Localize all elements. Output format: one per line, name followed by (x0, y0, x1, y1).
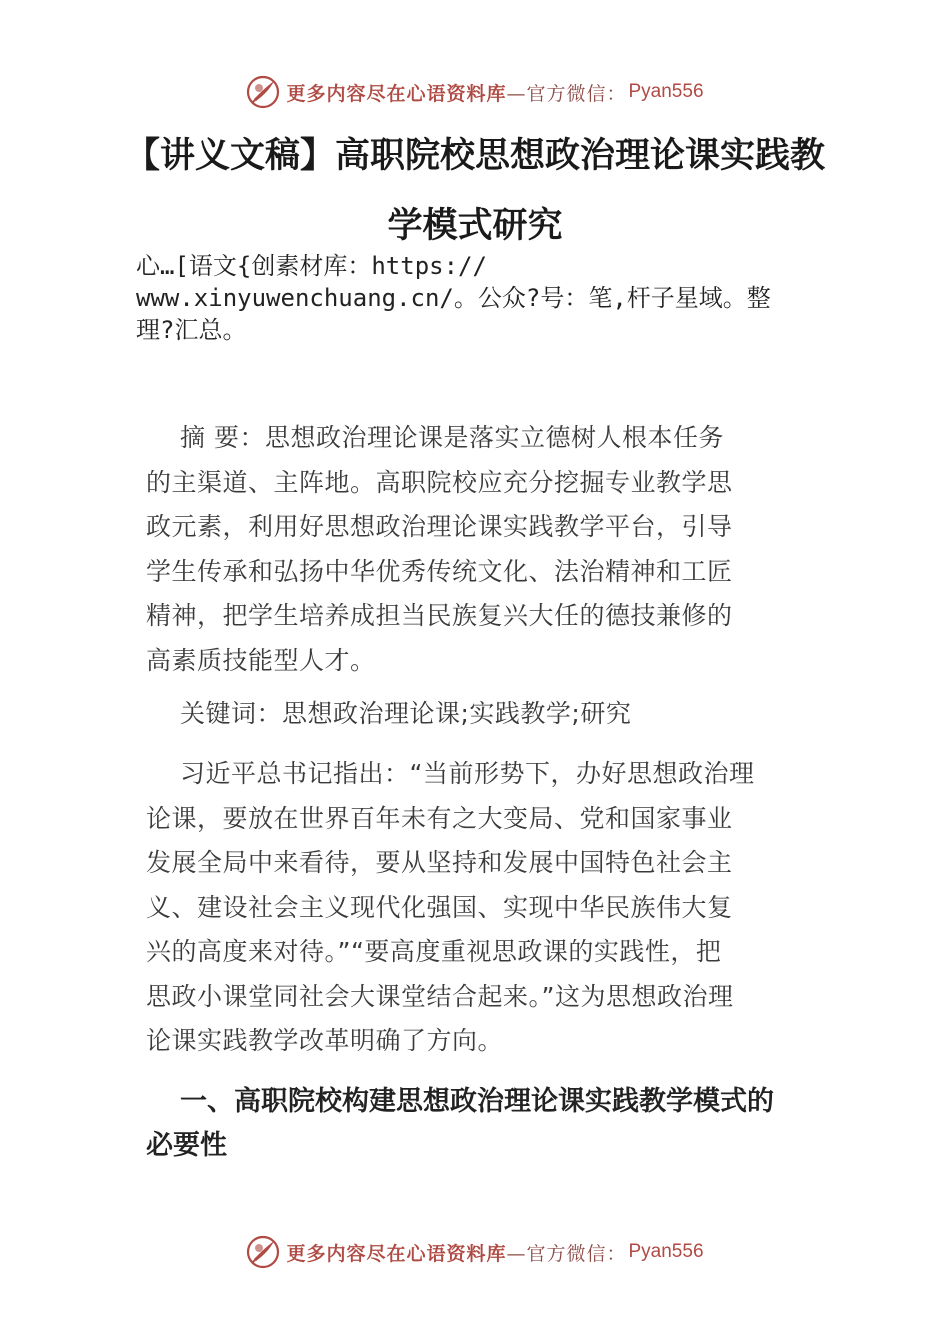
banner-text: 更多内容尽在心语资料库 (286, 82, 507, 105)
banner-separator: —官方微信： (506, 82, 627, 105)
abstract-paragraph (146, 416, 806, 683)
text-line: 政元素，利用好思想政治理论课实践教学平台，引导 (146, 512, 733, 541)
quote-paragraph (146, 752, 806, 1064)
document-title-line-2: 学模式研究 (387, 205, 563, 246)
text-line: 思政小课堂同社会大课堂结合起来。”这为思想政治理 (146, 981, 734, 1011)
text-line: 发展全局中来看待，要从坚持和发展中国特色社会主 (146, 848, 733, 877)
heading-line: 必要性 (146, 1130, 227, 1161)
header-banner (0, 72, 950, 112)
heading-line: 一、高职院校构建思想政治理论课实践教学模式的 (180, 1086, 774, 1117)
text-line: 义、建设社会主义现代化强国、实现中华民族伟大复 (146, 892, 733, 922)
source-line: 理?汇总。 (136, 316, 247, 344)
text-line: 高素质技能型人才。 (146, 645, 376, 675)
text-line: 学生传承和弘扬中华优秀传统文化、法治精神和工匠 (146, 556, 733, 586)
source-line: 心…[语文{创素材库：https:// (136, 252, 487, 280)
section-heading (146, 1080, 826, 1168)
banner-separator: —官方微信： (506, 1242, 627, 1265)
text-line: 论课实践教学改革明确了方向。 (146, 1026, 504, 1055)
text-line: 论课，要放在世界百年未有之大变局、党和国家事业 (146, 803, 733, 833)
text-line: 精神，把学生培养成担当民族复兴大任的德技兼修的 (146, 601, 733, 630)
text-line: 的主渠道、主阵地。高职院校应充分挖掘专业教学思 (146, 467, 733, 497)
banner-wechat-id: Pyan556 (628, 1241, 704, 1262)
text-line: 兴的高度来对待。”“要高度重视思政课的实践性，把 (146, 937, 722, 966)
text-line: 习近平总书记指出：“当前形势下，办好思想政治理 (180, 759, 755, 788)
banner-wechat-id: Pyan556 (628, 81, 704, 102)
footer-banner (0, 1232, 950, 1272)
text-line: 摘 要：思想政治理论课是落实立德树人根本任务 (180, 423, 724, 452)
text-line: 关键词：思想政治理论课;实践教学;研究 (180, 699, 632, 728)
document-title-line-1: 【讲义文稿】高职院校思想政治理论课实践教 (124, 135, 825, 176)
quill-seal-logo-icon (246, 1235, 280, 1269)
source-notice (136, 250, 836, 346)
source-line: www.xinyuwenchuang.cn/。公众?号：笔,杆子星域。整 (136, 284, 771, 312)
banner-text: 更多内容尽在心语资料库 (286, 1242, 507, 1265)
keywords-paragraph (146, 692, 806, 737)
quill-seal-logo-icon (246, 75, 280, 109)
